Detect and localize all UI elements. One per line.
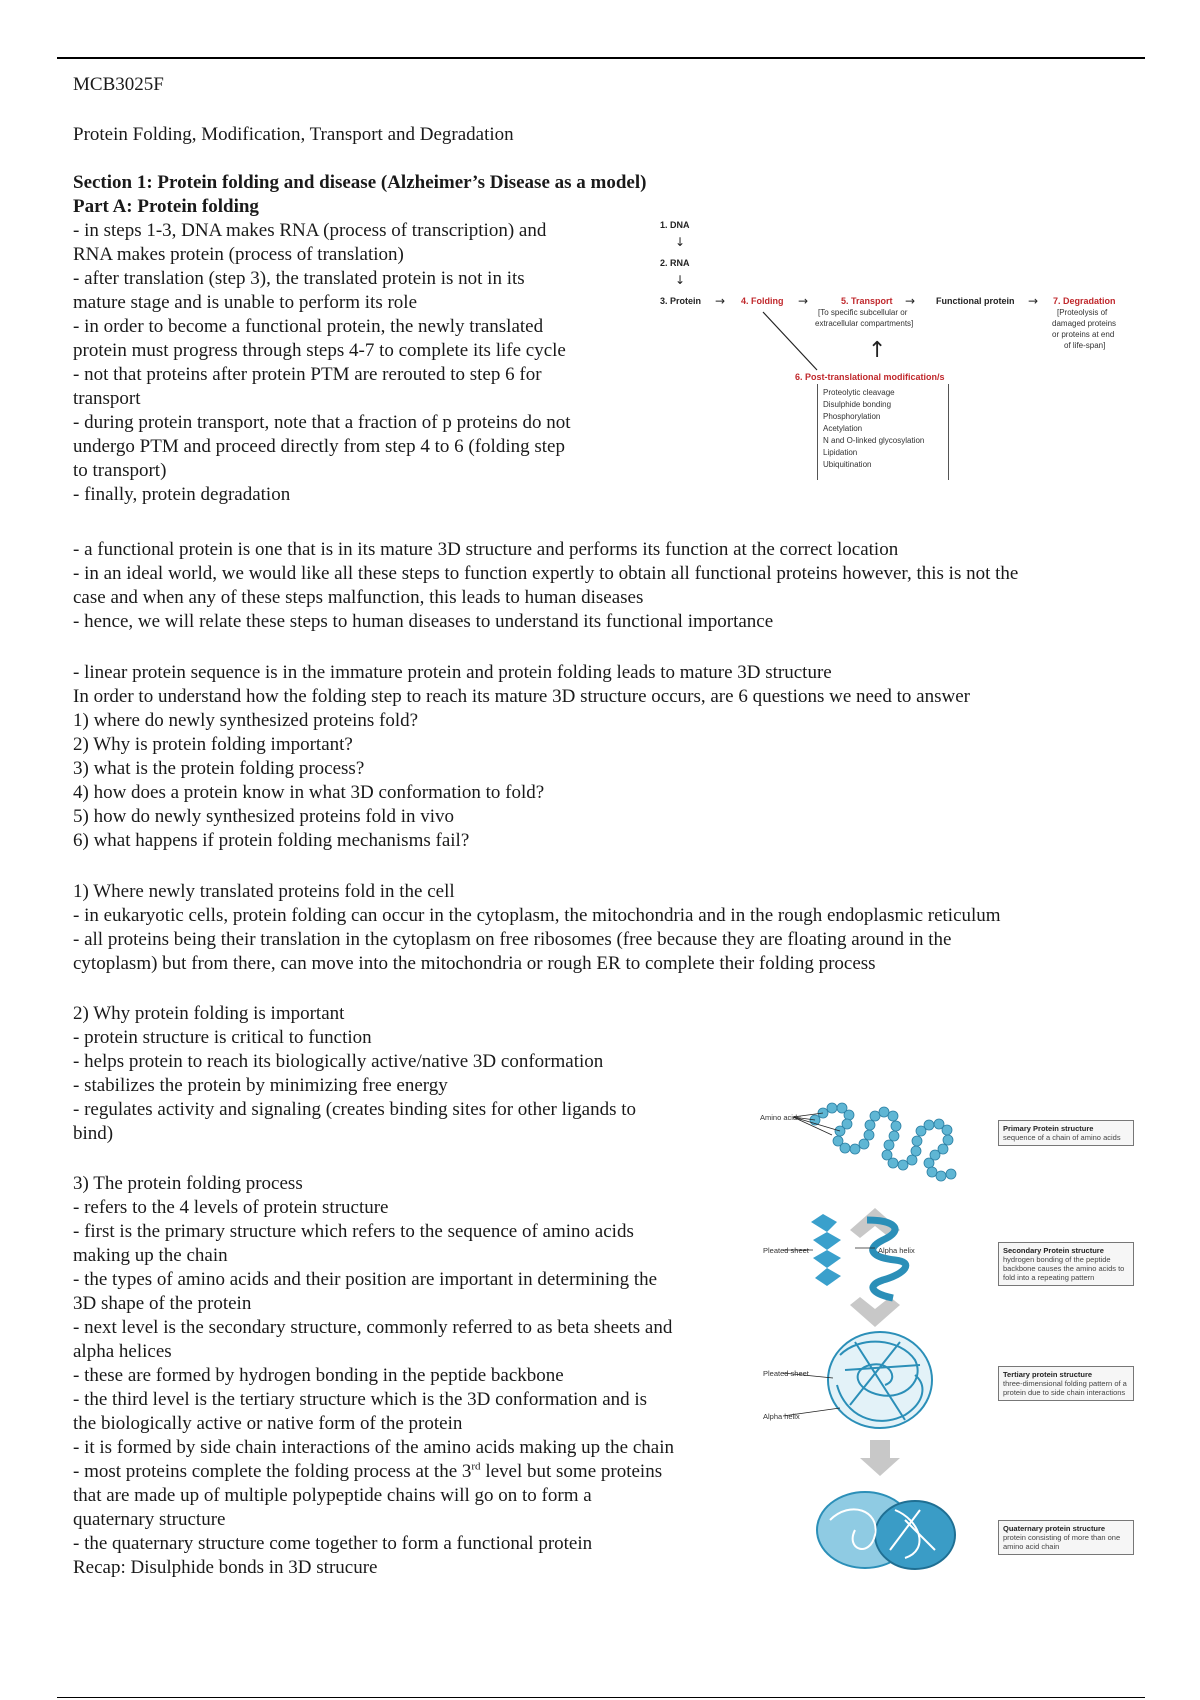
- text-line: - after translation (step 3), the translated protein is not in its: [73, 268, 525, 289]
- superscript: rd: [471, 1460, 481, 1473]
- text-line: to transport): [73, 460, 167, 481]
- dna-label: 1. DNA: [660, 220, 690, 230]
- text-line: 4) how does a protein know in what 3D conformation to fold?: [73, 782, 545, 803]
- protein-structure-art: [755, 1080, 1145, 1580]
- arrow-right-icon: →: [905, 294, 916, 308]
- degradation-note: [Proteolysis of: [1057, 308, 1108, 317]
- ptm-item: Proteolytic cleavage: [823, 388, 895, 397]
- text-line: - in steps 1-3, DNA makes RNA (process of transcription) and: [73, 220, 547, 241]
- text-line: undergo PTM and proceed directly from step 4 to 6 (folding step: [73, 436, 565, 457]
- why-fold-paragraph: [73, 1002, 636, 1146]
- text-line: alpha helices: [73, 1341, 172, 1362]
- alpha-helix-label: Alpha helix: [878, 1246, 915, 1255]
- box-desc: three-dimensional folding pattern of a protein due to side chain interactions: [1003, 1379, 1127, 1397]
- arrow-right-icon: →: [1028, 294, 1039, 308]
- text-line: 1) Where newly translated proteins fold in the cell: [73, 881, 455, 902]
- text-line: - these are formed by hydrogen bonding in the peptide backbone: [73, 1365, 564, 1386]
- text-line: - not that proteins after protein PTM are rerouted to step 6 for: [73, 364, 542, 385]
- degradation-label: 7. Degradation: [1053, 296, 1116, 306]
- text-line: - protein structure is critical to function: [73, 1027, 372, 1048]
- text-line: the biologically active or native form of the protein: [73, 1413, 463, 1434]
- text-line: - it is formed by side chain interactions of the amino acids making up the chain: [73, 1437, 674, 1458]
- ptm-item: Disulphide bonding: [823, 400, 892, 409]
- text-line: - the third level is the tertiary structure which is the 3D conformation and is: [73, 1389, 648, 1410]
- text-line: - regulates activity and signaling (creates binding sites for other ligands to: [73, 1099, 636, 1120]
- text-line: - refers to the 4 levels of protein structure: [73, 1197, 389, 1218]
- ptm-item: Phosphorylation: [823, 412, 881, 421]
- text-line: - during protein transport, note that a fraction of p proteins do not: [73, 412, 571, 433]
- arrow-right-icon: →: [715, 294, 726, 308]
- text-line: bind): [73, 1123, 114, 1144]
- text-line: making up the chain: [73, 1245, 228, 1266]
- arrow-down-icon: ↓: [675, 273, 686, 287]
- text-line: 2) Why protein folding is important: [73, 1003, 345, 1024]
- ptm-item: Acetylation: [823, 424, 863, 433]
- text-fragment: - most proteins complete the folding process at the 3: [73, 1461, 472, 1482]
- text-line: that are made up of multiple polypeptide chains will go on to form a: [73, 1485, 592, 1506]
- text-line: Recap: Disulphide bonds in 3D strucure: [73, 1557, 378, 1578]
- folding-label: 4. Folding: [741, 296, 784, 306]
- text-line: - next level is the secondary structure, commonly referred to as beta sheets and: [73, 1317, 673, 1338]
- ptm-item: Ubiquitination: [823, 460, 872, 469]
- text-line: 3D shape of the protein: [73, 1293, 252, 1314]
- transport-label: 5. Transport: [841, 296, 893, 306]
- folding-process-paragraph: [73, 1172, 674, 1580]
- ptm-title: 6. Post-translational modification/s: [795, 372, 945, 382]
- text-line: - in eukaryotic cells, protein folding can occur in the cytoplasm, the mitochondria and in the rough endoplasmic reticulum: [73, 905, 1001, 926]
- rna-label: 2. RNA: [660, 258, 690, 268]
- course-code: MCB3025F: [73, 74, 164, 95]
- questions-paragraph: [73, 661, 970, 853]
- down-arrow-shape: [860, 1440, 900, 1476]
- text-line: In order to understand how the folding step to reach its mature 3D structure occurs, are 6 questions we need to answer: [73, 686, 970, 707]
- box-title: Primary Protein structure: [1003, 1124, 1094, 1133]
- text-line: - hence, we will relate these steps to human diseases to understand its functional importance: [73, 611, 774, 632]
- arrow-up-icon: ↑: [868, 338, 887, 363]
- text-line: - linear protein sequence is in the immature protein and protein folding leads to mature 3D structure: [73, 662, 832, 683]
- text-line: 6) what happens if protein folding mechanisms fail?: [73, 830, 470, 851]
- text-line: - the quaternary structure come together to form a functional protein: [73, 1533, 593, 1554]
- text-line: cytoplasm) but from there, can move into the mitochondria or rough ER to complete their folding process: [73, 953, 876, 974]
- degradation-note: of life-span]: [1064, 341, 1106, 350]
- transport-note: [To specific subcellular or: [818, 308, 908, 317]
- box-title: Quaternary protein structure: [1003, 1524, 1106, 1533]
- pleated-sheet-label: Pleated sheet: [763, 1246, 809, 1255]
- arrow-down-icon: ↓: [675, 235, 686, 249]
- text-line: 2) Why is protein folding important?: [73, 734, 353, 755]
- functional-protein-label: Functional protein: [936, 296, 1015, 306]
- pleated-sheet-label: Pleated sheet: [763, 1369, 809, 1378]
- text-line: - in an ideal world, we would like all these steps to function expertly to obtain all functional proteins however, this is not the: [73, 563, 1019, 584]
- box-desc: hydrogen bonding of the peptide backbone causes the amino acids to fold into a repeating pattern: [1003, 1255, 1125, 1282]
- transport-note: extracellular compartments]: [815, 319, 914, 328]
- functional-protein-paragraph: [73, 538, 1018, 634]
- tertiary-structure-box: [998, 1366, 1134, 1401]
- secondary-structure-box: [998, 1242, 1134, 1286]
- protein-structure-figure: [755, 1080, 1145, 1580]
- ptm-item: Lipidation: [823, 448, 858, 457]
- protein-label: 3. Protein: [660, 296, 702, 306]
- box-desc: protein consisting of more than one amino acid chain: [1003, 1533, 1121, 1551]
- amino-acids-label: Amino acids: [760, 1113, 801, 1122]
- text-line: protein must progress through steps 4-7 to complete its life cycle: [73, 340, 566, 361]
- text-line: - a functional protein is one that is in its mature 3D structure and performs its function at the correct location: [73, 539, 899, 560]
- tertiary-structure-shape: [828, 1332, 932, 1428]
- text-line: 3) The protein folding process: [73, 1173, 303, 1194]
- text-fragment: level but some proteins: [480, 1461, 663, 1482]
- text-line: transport: [73, 388, 141, 409]
- degradation-note: or proteins at end: [1052, 330, 1115, 339]
- text-line: 1) where do newly synthesized proteins fold?: [73, 710, 419, 731]
- degradation-note: damaged proteins: [1052, 319, 1117, 328]
- text-line: quaternary structure: [73, 1509, 226, 1530]
- alpha-helix-label: Alpha helix: [763, 1412, 800, 1421]
- text-line: - finally, protein degradation: [73, 484, 291, 505]
- text-line: 3) what is the protein folding process?: [73, 758, 365, 779]
- box-desc: sequence of a chain of amino acids: [1003, 1133, 1121, 1142]
- box-title: Tertiary protein structure: [1003, 1370, 1093, 1379]
- part-heading: Part A: Protein folding: [73, 196, 259, 217]
- box-title: Secondary Protein structure: [1003, 1246, 1104, 1255]
- pleated-sheet-shape: [811, 1214, 841, 1286]
- bottom-rule: [57, 1697, 1145, 1698]
- section-heading: Section 1: Protein folding and disease (Alzheimer’s Disease as a model): [73, 172, 647, 193]
- text-line: mature stage and is unable to perform its role: [73, 292, 418, 313]
- primary-structure-box: [998, 1120, 1134, 1146]
- amino-acid-chain: [810, 1103, 956, 1181]
- text-line: - helps protein to reach its biologically active/native 3D conformation: [73, 1051, 604, 1072]
- folding-to-ptm-line: [763, 312, 817, 370]
- text-line: 5) how do newly synthesized proteins fold in vivo: [73, 806, 455, 827]
- quaternary-structure-box: [998, 1520, 1134, 1555]
- text-line: case and when any of these steps malfunction, this leads to human diseases: [73, 587, 644, 608]
- down-arrow-shape: [850, 1297, 900, 1327]
- document-title: Protein Folding, Modification, Transport and Degradation: [73, 124, 514, 145]
- quaternary-structure-shape: [817, 1492, 955, 1569]
- text-line: - all proteins being their translation in the cytoplasm on free ribosomes (free because they are floating around in the: [73, 929, 952, 950]
- protein-lifecycle-diagram: [655, 212, 1145, 482]
- top-rule: [57, 57, 1145, 59]
- ptm-item: N and O-linked glycosylation: [823, 436, 925, 445]
- text-line: - in order to become a functional protein, the newly translated: [73, 316, 544, 337]
- where-fold-paragraph: [73, 880, 1001, 976]
- text-line: - first is the primary structure which refers to the sequence of amino acids: [73, 1221, 634, 1242]
- text-line: RNA makes protein (process of translation): [73, 244, 404, 265]
- section1-block: [73, 171, 646, 507]
- text-line: - the types of amino acids and their position are important in determining the: [73, 1269, 658, 1290]
- text-line: [73, 1460, 674, 1484]
- arrow-right-icon: →: [798, 294, 809, 308]
- text-line: - stabilizes the protein by minimizing free energy: [73, 1075, 448, 1096]
